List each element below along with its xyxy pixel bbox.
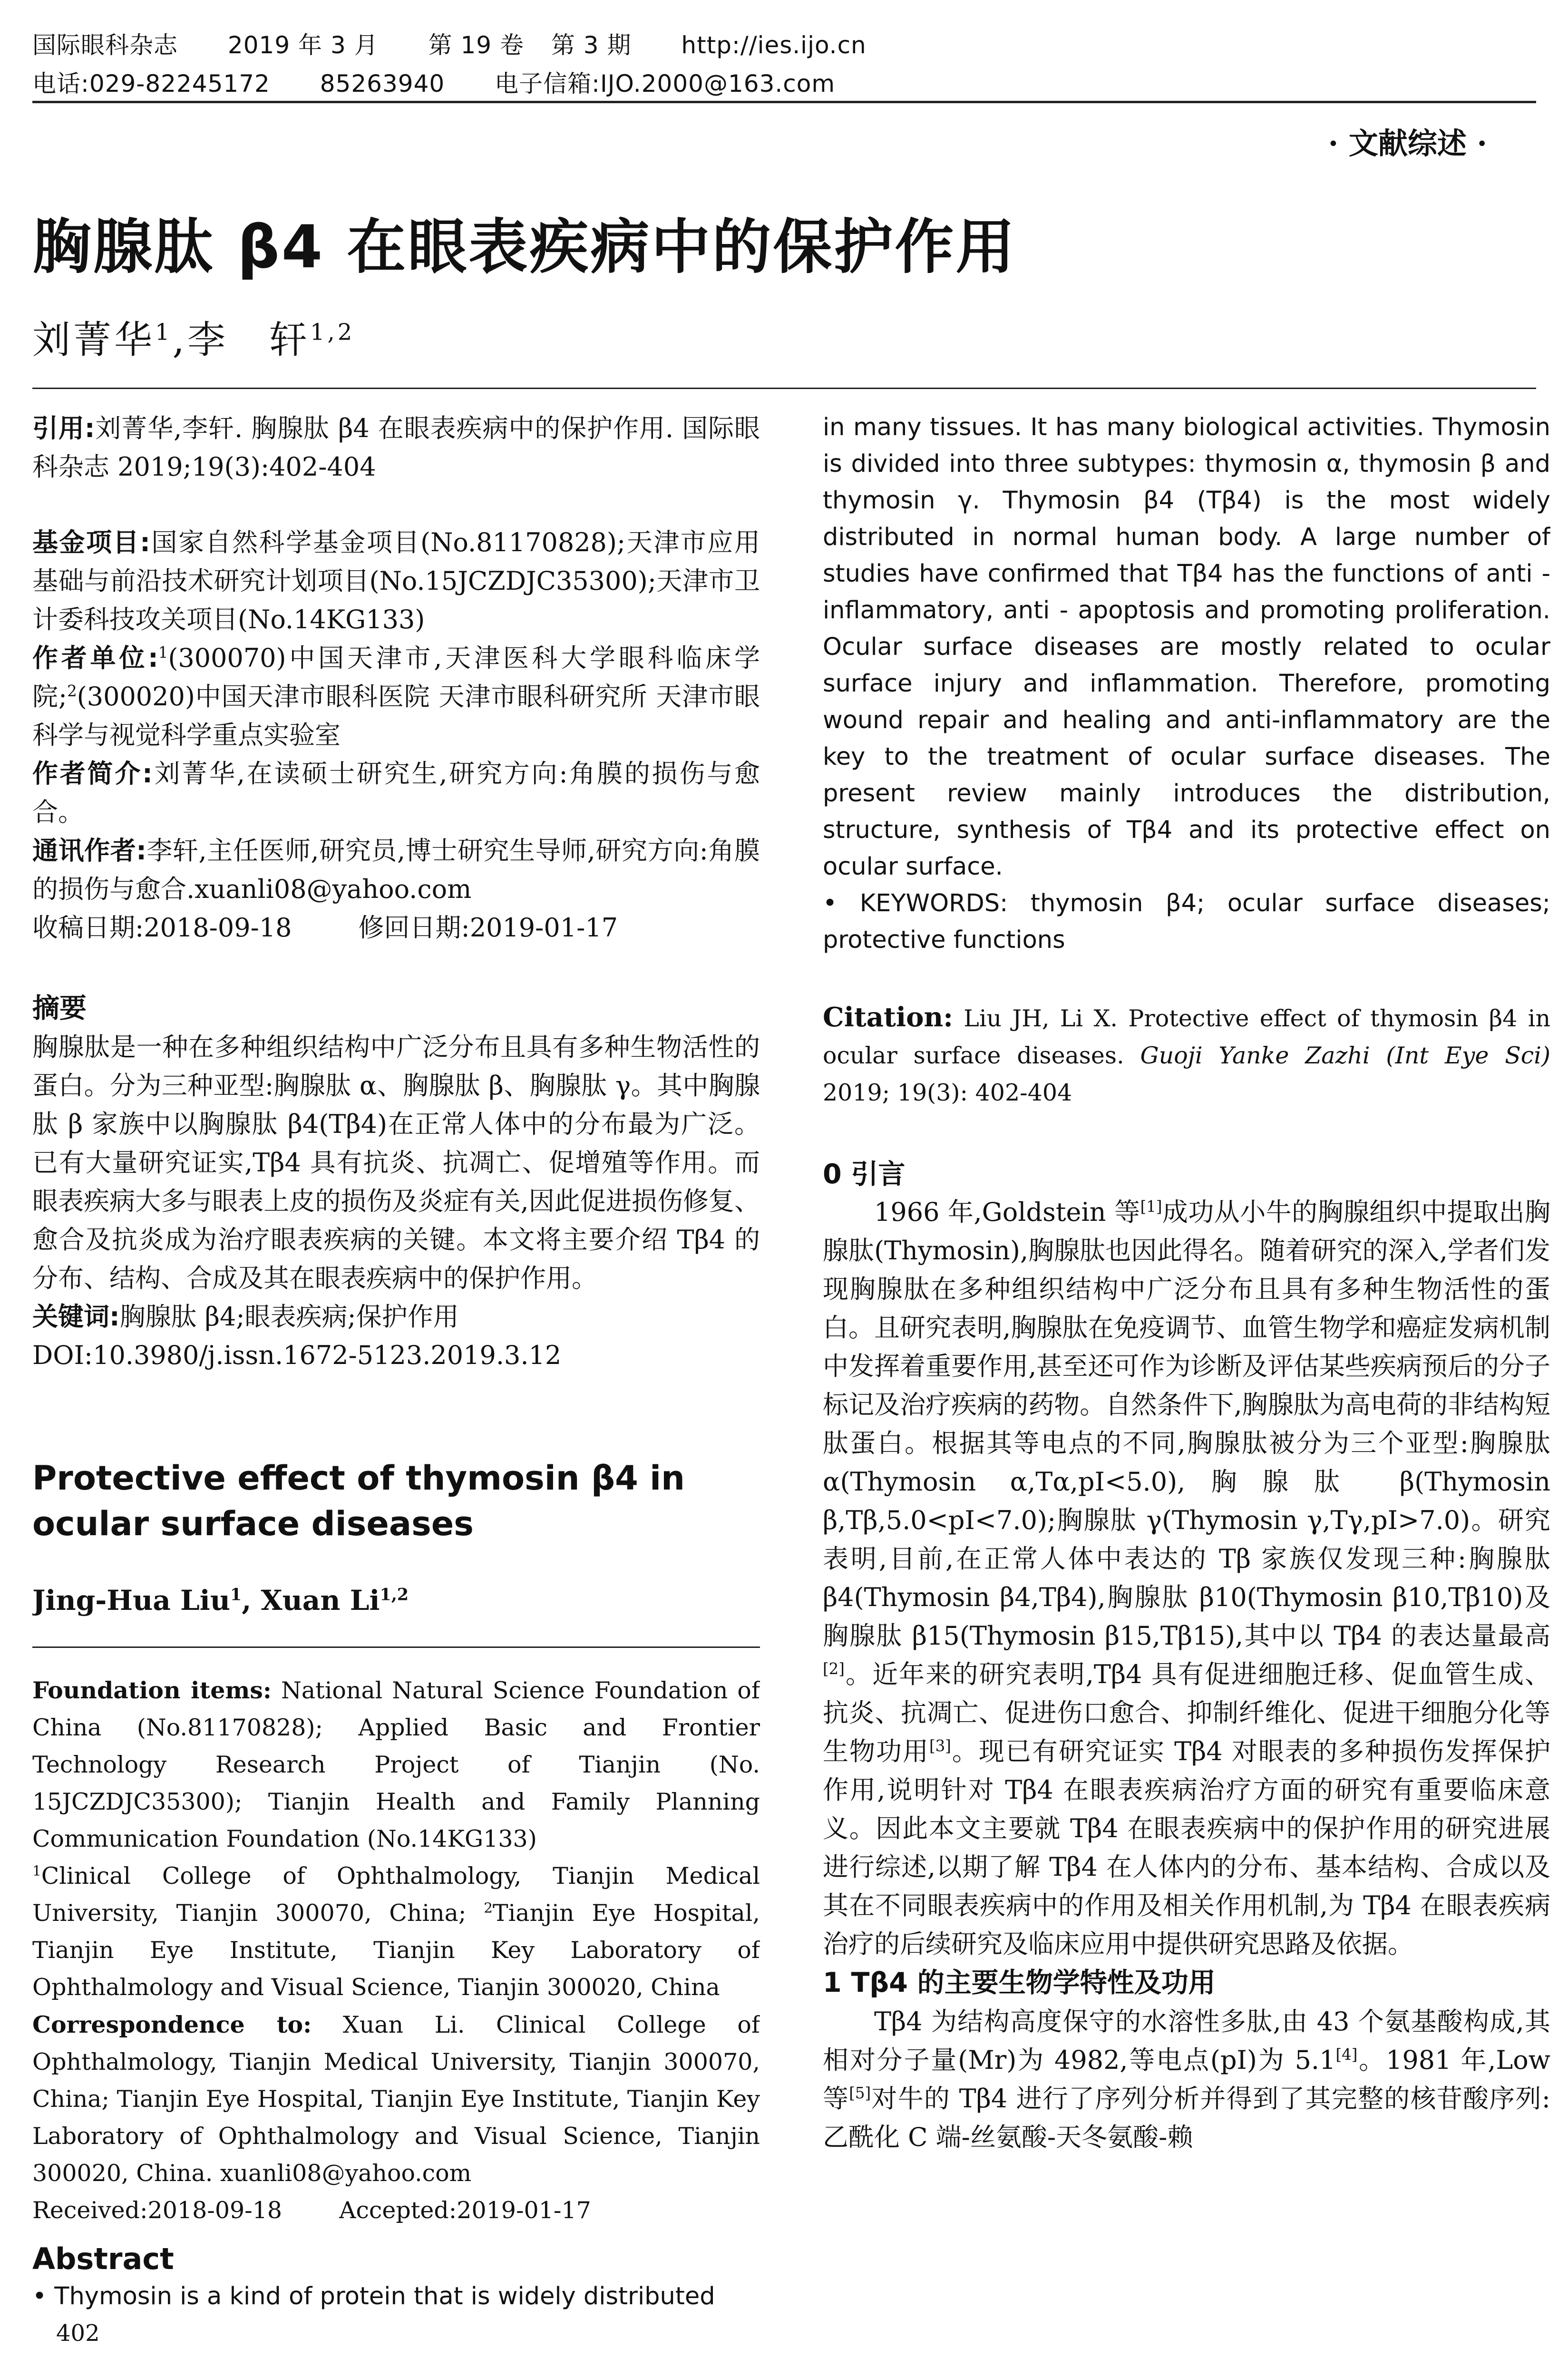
citation-ref-2[interactable]: [2] (823, 1660, 845, 1678)
author-2: 李 轩 (187, 318, 310, 362)
affiliation-en-1: Clinical College of Ophthalmology, Tianjin Medical University, Tianjin 300070, China; (32, 1862, 760, 1927)
author-bio-cn-text: 刘菁华,在读硕士研究生,研究方向:角膜的损伤与愈合。 (32, 759, 760, 827)
citation-ref-4[interactable]: [4] (1335, 2046, 1358, 2064)
accepted-date-en: Accepted:2019-01-17 (339, 2197, 591, 2224)
abstract-en-heading: Abstract (32, 2241, 174, 2276)
affiliation-cn-label: 作者单位: (32, 643, 158, 673)
authors-en (32, 1581, 760, 1619)
journal-phone: 电话:029-82245172 (32, 70, 270, 97)
affiliation-en-sup-2: 2 (484, 1900, 493, 1916)
introduction (823, 1156, 1550, 2156)
author-2-affiliation: 1,2 (310, 319, 355, 346)
author-separator: , (172, 318, 187, 362)
funding-en (32, 1672, 760, 1858)
abstract-en-part1: • Thymosin is a kind of protein that is widely distributed (32, 2282, 715, 2310)
citation-cn-label: 引用: (32, 413, 95, 443)
keywords-cn (32, 1297, 760, 1336)
page-number: 402 (56, 2320, 100, 2347)
author-en-1-affiliation: 1 (230, 1585, 242, 1605)
citation-cn (32, 409, 760, 486)
dates-en (32, 2192, 760, 2229)
citation-en-b: 2019; 19(3): 402-404 (823, 1079, 1072, 1106)
section-tag: · 文献综述 · (1328, 126, 1487, 161)
introduction-heading: 0 引言 (823, 1159, 906, 1190)
affiliation-cn-1: (300070)中国天津市,天津医科大学眼科临床学院; (32, 643, 760, 711)
journal-phone2: 85263940 (320, 70, 445, 97)
author-1: 刘菁华 (32, 318, 155, 362)
english-authors-rule (32, 1646, 760, 1648)
volume: 第 19 卷 (428, 31, 524, 59)
journal-url[interactable]: http://ies.ijo.cn (681, 31, 867, 59)
abstract-en-body (823, 409, 1550, 958)
english-title (32, 1455, 760, 1547)
intro-text-d: 。现已有研究证实 Tβ4 对眼表的多种损伤发挥保护作用,说明针对 Tβ4 在眼表疾病治疗方面的研究有重要临床意义。因此本文主要就 Tβ4 在眼表疾病中的保护作用的研究进展进行综述,以期了解 Tβ4 在人体内的分布、基本结构、合成以及其在不同眼表疾病中的作用及相关作用机制,为 Tβ4 在眼表疾病治疗的后续研究及临床应用中提供研究思路及依据。 (823, 1736, 1550, 1959)
citation-ref-3[interactable]: [3] (929, 1737, 951, 1755)
citation-en-text (823, 999, 1550, 1111)
author-en-1: Jing-Hua Liu (32, 1584, 230, 1617)
funding-en-label: Foundation items: (32, 1676, 272, 1704)
correspondence-en-text: Xuan Li. Clinical College of Ophthalmology, Tianjin Medical University, Tianjin 300070, China; Tianjin Eye Hospital, Tianjin Eye Institute, Tianjin Key Laboratory of Ophthalmology and Visual Science, Tianjin 300020, China. xuanli08@yahoo.com (32, 2011, 760, 2187)
introduction-paragraph (823, 1193, 1550, 1963)
abstract-en-part2: in many tissues. It has many biological activities. Thymosin is divided into three subtypes: thymosin α, thymosin β and thymosin γ. Thymosin β4 (Tβ4) is the most widely distributed in normal human body. A large number of studies have confirmed that Tβ4 has the functions of anti - inflammatory, anti - apoptosis and promoting proliferation. Ocular surface diseases are mostly related to ocular surface injury and inflammation. Therefore, promoting wound repair and healing and anti-inflammatory are the key to the treatment of ocular surface diseases. The present review mainly introduces the distribution, structure, synthesis of Tβ4 and its protective effect on ocular surface. (823, 413, 1550, 881)
journal-name: 国际眼科杂志 (32, 31, 178, 59)
intro-text-c: 。近年来的研究表明,Tβ4 具有促进细胞迁移、促血管生成、抗炎、抗凋亡、促进伤口愈合、抑制纤维化、促进干细胞分化等生物功用 (823, 1659, 1550, 1766)
section-1-heading: 1 Tβ4 的主要生物学特性及功用 (823, 1967, 1216, 1998)
author-1-affiliation: 1 (155, 319, 173, 346)
citation-en-journal: Guoji Yanke Zazhi (Int Eye Sci) (1140, 1042, 1550, 1069)
affiliation-cn (32, 639, 760, 754)
correspondence-cn-label: 通讯作者: (32, 836, 146, 866)
funding-cn-text: 国家自然科学基金项目(No.81170828);天津市应用基础与前沿技术研究计划项目(No.15JCZDJC35300);天津市卫计委科技攻关项目(No.14KG133) (32, 527, 760, 634)
author-bio-cn (32, 754, 760, 831)
abstract-cn-text: 胸腺肽是一种在多种组织结构中广泛分布且具有多种生物活性的蛋白。分为三种亚型:胸腺肽 α、胸腺肽 β、胸腺肽 γ。其中胸腺肽 β 家族中以胸腺肽 β4(Tβ4)在正常人体中的分布最为广泛。已有大量研究证实,Tβ4 具有抗炎、抗凋亡、促增殖等作用。而眼表疾病大多与眼表上皮的损伤及炎症有关,因此促进损伤修复、愈合及抗炎成为治疗眼表疾病的关键。本文将主要介绍 Tβ4 的分布、结构、合成及其在眼表疾病中的保护作用。 (32, 1032, 760, 1293)
funding-en-text: National Natural Science Foundation of China (No.81170828); Applied Basic and Frontier Technology Research Project of Tianjin (No. 15JCZDJC35300); Tianjin Health and Family Planning Communication Foundation (No.14KG133) (32, 1677, 760, 1852)
affiliation-cn-sup-1: 1 (158, 643, 168, 662)
affiliation-cn-sup-2: 2 (67, 682, 77, 700)
intro-text-b: 成功从小牛的胸腺组织中提取出胸腺肽(Thymosin),胸腺肽也因此得名。随着研究的深入,学者们发现胸腺肽在多种组织结构中广泛分布且具有多种生物活性的蛋白。且研究表明,胸腺肽在免疫调节、血管生物学和癌症发病机制中发挥着重要作用,甚至还可作为诊断及评估某些疾病预后的分子标记及治疗疾病的药物。自然条件下,胸腺肽为高电荷的非结构短肽蛋白。根据其等电点的不同,胸腺肽被分为三个亚型:胸腺肽 α(Thymosin α,Tα,pI<5.0),胸腺肽 β(Thymosin β,Tβ,5.0<pI<7.0);胸腺肽 γ(Thymosin γ,Tγ,pI>7.0)。研究表明,目前,在正常人体中表达的 Tβ 家族仅发现三种:胸腺肽 β4(Thymosin β4,Tβ4),胸腺肽 β10(Thymosin β10,Tβ10)及胸腺肽 β15(Thymosin β15,Tβ15),其中以 Tβ4 的表达量最高 (823, 1197, 1550, 1651)
abstract-cn-heading: 摘要 (32, 993, 87, 1024)
intro-text-a: 1966 年,Goldstein 等 (874, 1197, 1140, 1227)
received-date-en: Received:2018-09-18 (32, 2197, 282, 2224)
funding-cn-label: 基金项目: (32, 527, 150, 557)
s1-text-b: 。1981 年,Low 等 (823, 2045, 1550, 2114)
left-column (32, 409, 760, 2307)
authors-cn (32, 309, 355, 364)
s1-text-a: Tβ4 为结构高度保守的水溶性多肽,由 43 个氨基酸构成,其相对分子量(Mr)为 4982,等电点(pI)为 5.1 (823, 2007, 1550, 2075)
citation-ref-5[interactable]: [5] (849, 2084, 871, 2102)
citation-ref-1[interactable]: [1] (1140, 1198, 1162, 1216)
citation-en (823, 999, 1550, 1111)
authors-rule (32, 388, 1536, 389)
abstract-en-start (32, 2240, 760, 2278)
author-bio-cn-label: 作者简介: (32, 759, 153, 789)
affiliation-en-sup-1: 1 (32, 1862, 41, 1879)
abstract-cn (32, 989, 760, 1374)
journal-email[interactable]: 电子信箱:IJO.2000@163.com (495, 70, 836, 97)
affiliation-en (32, 1858, 760, 2006)
keywords-cn-text: 胸腺肽 β4;眼表疾病;保护作用 (119, 1302, 459, 1332)
author-en-separator: , (242, 1584, 261, 1617)
keywords-en-text: thymosin β4; ocular surface diseases; protective functions (823, 889, 1550, 954)
affiliation-cn-2: (300020)中国天津市眼科医院 天津市眼科研究所 天津市眼科学与视觉科学重点实验室 (32, 682, 760, 750)
author-en-2: Xuan Li (261, 1584, 380, 1617)
keywords-en (823, 885, 1550, 958)
correspondence-en-label: Correspondence to: (32, 2011, 312, 2038)
page-title: 胸腺肽 β4 在眼表疾病中的保护作用 (32, 213, 1017, 282)
correspondence-cn (32, 831, 760, 908)
journal-header-line1 (32, 26, 908, 60)
section-1-paragraph (823, 2002, 1550, 2156)
english-title-text: Protective effect of thymosin β4 in ocular surface diseases (32, 1459, 685, 1543)
s1-text-c: 对牛的 Tβ4 进行了序列分析并得到了其完整的核苷酸序列:乙酰化 C 端-丝氨酸-天冬氨酸-赖 (823, 2084, 1550, 2152)
keywords-en-label: • KEYWORDS: (823, 889, 1008, 917)
author-en-2-affiliation: 1,2 (380, 1585, 409, 1605)
right-column (823, 409, 1550, 2311)
citation-en-a: Liu JH, Li X. Protective effect of thymosin β4 in ocular surface diseases. (823, 1005, 1550, 1069)
header-rule (32, 101, 1536, 103)
citation-en-label: Citation: (823, 1002, 953, 1033)
affiliation-en-2: Tianjin Eye Hospital, Tianjin Eye Institute, Tianjin Key Laboratory of Ophthalmology and Visual Science, Tianjin 300020, China (32, 1900, 760, 2001)
article-meta-en (32, 1672, 760, 2229)
correspondence-cn-text: 李轩,主任医师,研究员,博士研究生导师,研究方向:角膜的损伤与愈合.xuanli08@yahoo.com (32, 836, 760, 904)
correspondence-en (32, 2006, 760, 2192)
citation-cn-text: 刘菁华,李轩. 胸腺肽 β4 在眼表疾病中的保护作用. 国际眼科杂志 2019;19(3):402-404 (32, 413, 760, 482)
received-date-cn: 收稿日期:2018-09-18 (32, 913, 292, 943)
doi[interactable]: DOI:10.3980/j.issn.1672-5123.2019.3.12 (32, 1340, 562, 1370)
funding-cn (32, 523, 760, 639)
keywords-cn-label: 关键词: (32, 1302, 120, 1332)
revised-date-cn: 修回日期:2019-01-17 (358, 913, 618, 943)
journal-header-line2 (32, 65, 877, 99)
article-meta-cn (32, 523, 760, 947)
dates-cn (32, 908, 760, 947)
issue: 第 3 期 (551, 31, 632, 59)
issue-date: 2019 年 3 月 (227, 31, 379, 59)
